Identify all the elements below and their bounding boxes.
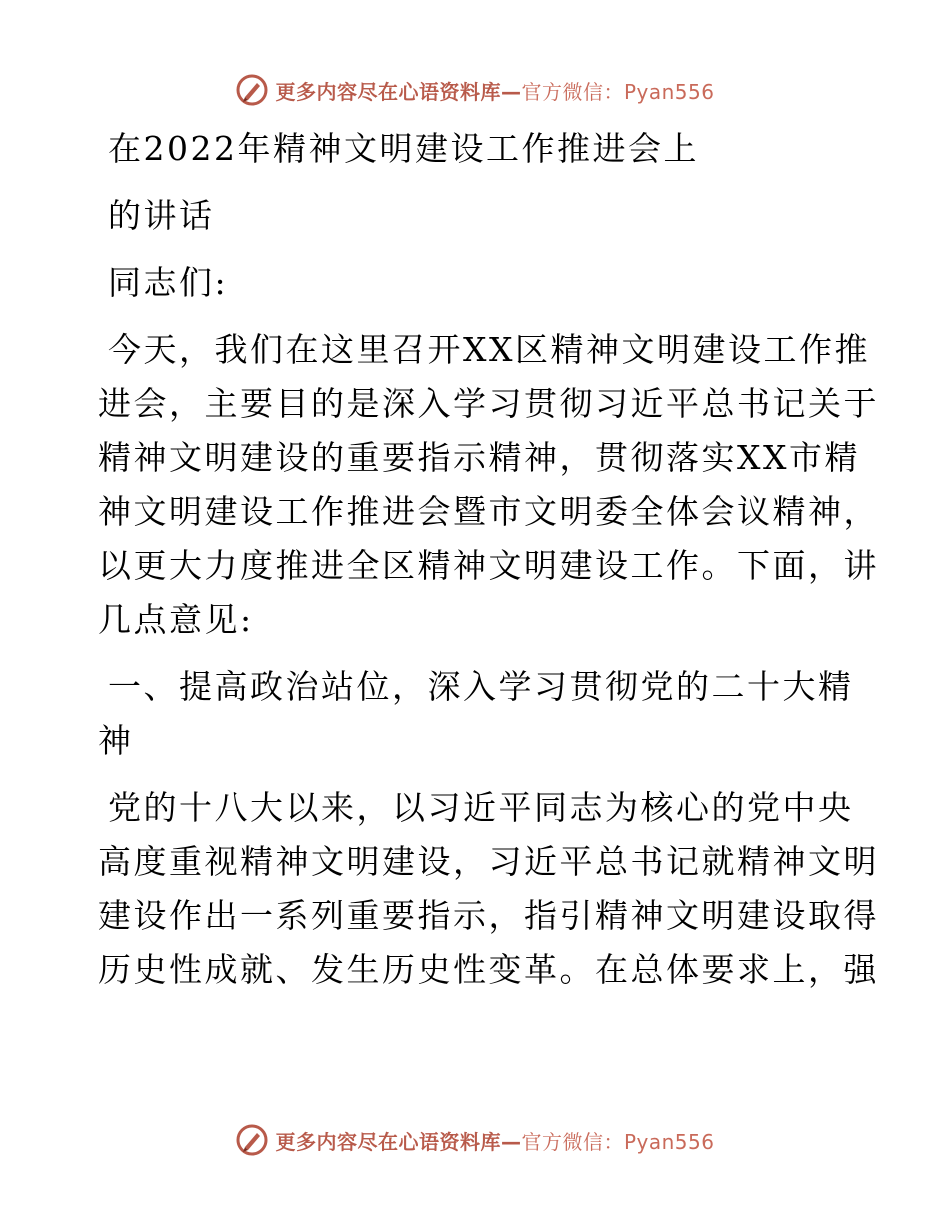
text-line: 历史性成就、发生历史性变革。在总体要求上，强 — [98, 950, 879, 989]
text-line: 几点意见: — [98, 600, 254, 639]
section-heading-1 — [98, 660, 854, 768]
text-line: 以更大力度推进全区精神文明建设工作。下面，讲 — [98, 546, 879, 585]
watermark-footer — [0, 1120, 950, 1160]
document-title: 在2022年精神文明建设工作推进会上 — [108, 129, 699, 168]
text-line: 党的十八大以来，以习近平同志为核心的党中央 — [108, 788, 854, 827]
text-line: 精神文明建设的重要指示精神，贯彻落实XX市精 — [98, 438, 860, 477]
paragraph-section-1 — [98, 781, 879, 997]
salutation: 同志们: — [108, 263, 229, 302]
pen-logo-icon — [235, 73, 269, 107]
text-line: 进会，主要目的是深入学习贯彻习近平总书记关于 — [98, 384, 879, 423]
watermark-text: 更多内容尽在心语资料库—官方微信：Pyan556 — [275, 79, 715, 104]
watermark-header — [0, 70, 950, 110]
text-line: 高度重视精神文明建设，习近平总书记就精神文明 — [98, 842, 879, 881]
heading-line: 神 — [98, 721, 134, 760]
document-body — [98, 122, 879, 997]
document-title-continued: 的讲话 — [108, 196, 215, 235]
pen-logo-icon — [235, 1123, 269, 1157]
watermark-text: 更多内容尽在心语资料库—官方微信：Pyan556 — [275, 1129, 715, 1154]
heading-line: 一、提高政治站位，深入学习贯彻党的二十大精 — [108, 667, 854, 706]
text-line: 神文明建设工作推进会暨市文明委全体会议精神， — [98, 492, 879, 531]
paragraph-intro — [98, 323, 879, 647]
text-line: 今天，我们在这里召开XX区精神文明建设工作推 — [108, 330, 870, 369]
text-line: 建设作出一系列重要指示，指引精神文明建设取得 — [98, 896, 879, 935]
